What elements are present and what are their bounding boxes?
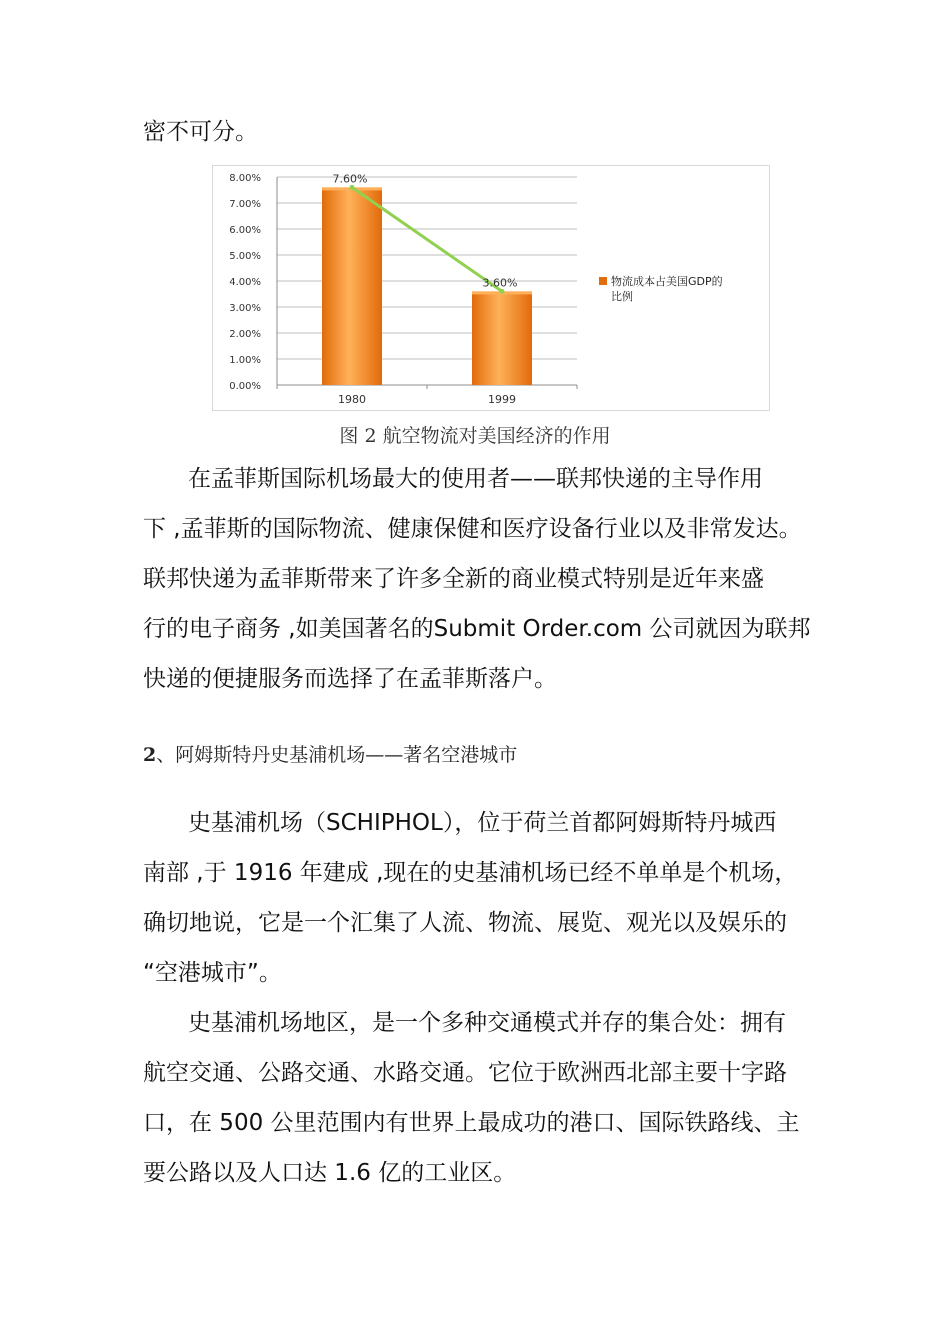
paragraph-line: 南部 ,于 1916 年建成 ,现在的史基浦机场已经不单单是个机场， (143, 860, 798, 886)
data-label: 7.60% (332, 172, 368, 186)
paragraph-line: 史基浦机场地区，是一个多种交通模式并存的集合处：拥有 (188, 1010, 786, 1036)
paragraph-line: 史基浦机场（SCHIPHOL），位于荷兰首都阿姆斯特丹城西 (188, 810, 777, 836)
paragraph-line: “空港城市”。 (143, 960, 282, 986)
paragraph-intro-tail: 密不可分。 (143, 119, 258, 145)
bar (472, 291, 532, 385)
y-tick-label: 7.00% (229, 199, 261, 210)
trend-point (500, 289, 505, 294)
section-heading (143, 740, 517, 767)
data-label: 3.60% (482, 276, 518, 290)
y-tick-label: 5.00% (229, 251, 261, 262)
paragraph-line: 口，在 500 公里范围内有世界上最成功的港口、国际铁路线、主 (143, 1110, 800, 1136)
x-tick-label: 1980 (338, 393, 366, 406)
chart-figure (212, 165, 770, 411)
x-tick-label: 1999 (488, 393, 516, 406)
section-title: 、阿姆斯特丹史基浦机场——著名空港城市 (156, 744, 518, 766)
legend-swatch (599, 277, 607, 285)
figure-caption: 图 2 航空物流对美国经济的作用 (339, 425, 611, 447)
y-tick-label: 1.00% (229, 355, 261, 366)
paragraph-line: 要公路以及人口达 1.6 亿的工业区。 (143, 1160, 517, 1186)
bar (322, 187, 382, 385)
y-tick-label: 4.00% (229, 277, 261, 288)
paragraph-line: 快递的便捷服务而选择了在孟菲斯落户。 (143, 666, 557, 692)
y-tick-label: 2.00% (229, 329, 261, 340)
paragraph-line: 在孟菲斯国际机场最大的使用者——联邦快递的主导作用 (188, 466, 763, 492)
y-tick-label: 3.00% (229, 303, 261, 314)
paragraph-line: 联邦快递为孟菲斯带来了许多全新的商业模式特别是近年来盛 (143, 566, 764, 592)
paragraph-line: 航空交通、公路交通、水路交通。它位于欧洲西北部主要十字路 (143, 1060, 787, 1086)
trend-point (350, 185, 355, 190)
bar-chart (213, 166, 769, 410)
legend-label: 物流成本占美国GDP的 (611, 275, 723, 288)
y-tick-label: 0.00% (229, 381, 261, 392)
paragraph-line: 行的电子商务 ,如美国著名的Submit Order.com 公司就因为联邦 (143, 616, 811, 642)
paragraph-line: 下 ,孟菲斯的国际物流、健康保健和医疗设备行业以及非常发达。 (143, 516, 802, 542)
y-tick-label: 6.00% (229, 225, 261, 236)
legend-label: 比例 (611, 290, 633, 303)
section-number: 2 (143, 744, 157, 766)
y-tick-label: 8.00% (229, 173, 261, 184)
paragraph-line: 确切地说，它是一个汇集了人流、物流、展览、观光以及娱乐的 (143, 910, 787, 936)
